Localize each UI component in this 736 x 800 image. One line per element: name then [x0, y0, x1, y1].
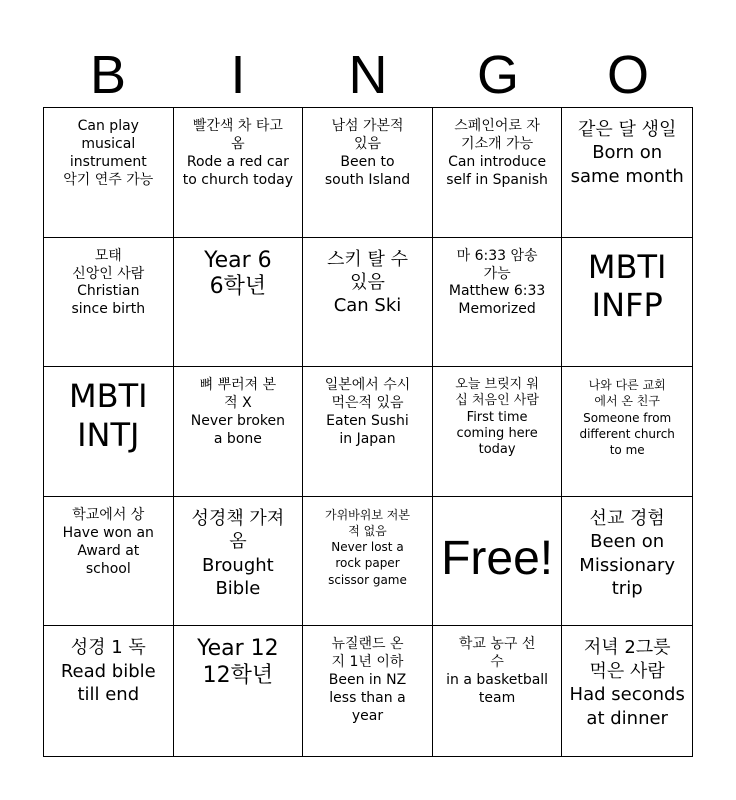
cell-text: Year 12 12학년	[197, 636, 279, 689]
cell-text: 뼈 뿌러져 본 적 X Never broken a bone	[190, 377, 285, 447]
cell-text: MBTI INFP	[587, 247, 667, 324]
bingo-cell-r4c2[interactable]	[174, 497, 304, 627]
bingo-cell-r1c4[interactable]	[433, 108, 563, 238]
bingo-cell-r3c2[interactable]	[174, 367, 304, 497]
header-letter-o: O	[606, 45, 649, 105]
bingo-cell-r2c5[interactable]	[562, 238, 692, 368]
cell-text: 뉴질랜드 온 지 1년 이하 Been in NZ less than a year	[328, 636, 407, 725]
bingo-cell-r3c1[interactable]	[44, 367, 174, 497]
cell-text: 모태 신앙인 사람 Christian since birth	[71, 247, 146, 318]
cell-text: 성경책 가져 옴 Brought Bible	[191, 507, 285, 599]
cell-text: 학교에서 상 Have won an Award at school	[62, 506, 154, 577]
bingo-cell-r3c5[interactable]	[562, 367, 692, 497]
cell-text: 선교 경험 Been on Missionary trip	[579, 507, 676, 599]
bingo-header	[43, 44, 693, 106]
cell-text: 성경 1 독 Read bible till end	[60, 637, 156, 706]
bingo-cell-r2c3[interactable]	[303, 238, 433, 368]
cell-text: Can play musical instrument 악기 연주 가능	[63, 118, 154, 188]
cell-text: 스페인어로 자 기소개 가능 Can introduce self in Spanish	[446, 118, 548, 188]
bingo-cell-r1c2[interactable]	[174, 108, 304, 238]
bingo-cell-r5c2[interactable]	[174, 626, 304, 756]
cell-text: 스키 탈 수 있음 Can Ski	[326, 248, 408, 317]
bingo-cell-r4c1[interactable]	[44, 497, 174, 627]
cell-text: 오늘 브릿지 워 십 처음인 사람 First time coming here today	[455, 377, 539, 458]
cell-text: 같은 달 생일 Born on same month	[570, 119, 684, 187]
bingo-grid	[43, 107, 693, 757]
cell-text: 일본에서 수시 먹은적 있음 Eaten Sushi in Japan	[324, 377, 411, 447]
bingo-cell-r2c1[interactable]	[44, 238, 174, 368]
header-letter-b: B	[89, 45, 127, 105]
bingo-cell-r5c3[interactable]	[303, 626, 433, 756]
cell-text: 학교 농구 선 수 in a basketball team	[446, 636, 549, 707]
bingo-cell-r4c3[interactable]	[303, 497, 433, 627]
cell-text: 저녁 2그릇 먹은 사람 Had seconds at dinner	[569, 637, 685, 729]
header-letter-i: I	[230, 45, 246, 105]
bingo-cell-r1c1[interactable]	[44, 108, 174, 238]
cell-text: 남섬 가본적 있음 Been to south Island	[324, 118, 411, 188]
cell-text: 마 6:33 암송 가능 Matthew 6:33 Memorized	[448, 247, 546, 318]
bingo-cell-r5c4[interactable]	[433, 626, 563, 756]
free-space-label: Free!	[441, 532, 554, 586]
bingo-cell-r1c5[interactable]	[562, 108, 692, 238]
bingo-cell-r3c3[interactable]	[303, 367, 433, 497]
cell-text: 가위바위보 저본 적 없음 Never lost a rock paper scissor game	[325, 507, 410, 587]
cell-text: Year 6 6학년	[204, 247, 272, 300]
bingo-cell-free[interactable]	[433, 497, 563, 627]
cell-text: 나와 다른 교회 에서 온 친구 Someone from different church to me	[579, 378, 675, 457]
header-letter-n: N	[348, 45, 388, 105]
cell-text: MBTI INTJ	[69, 377, 148, 454]
bingo-cell-r3c4[interactable]	[433, 367, 563, 497]
bingo-cell-r4c5[interactable]	[562, 497, 692, 627]
bingo-cell-r5c5[interactable]	[562, 626, 692, 756]
cell-text: 빨간색 차 타고 옴 Rode a red car to church today	[182, 118, 293, 188]
bingo-cell-r2c2[interactable]	[174, 238, 304, 368]
bingo-cell-r5c1[interactable]	[44, 626, 174, 756]
header-letter-g: G	[476, 45, 519, 105]
bingo-cell-r2c4[interactable]	[433, 238, 563, 368]
bingo-cell-r1c3[interactable]	[303, 108, 433, 238]
